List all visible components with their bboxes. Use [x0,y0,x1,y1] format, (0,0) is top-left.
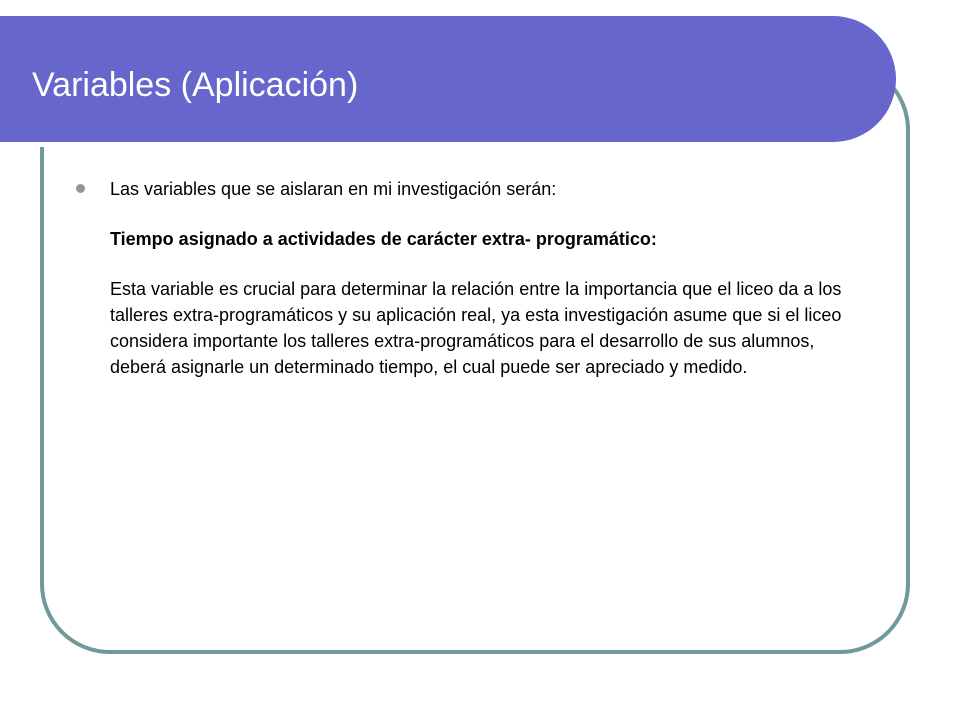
title-underline [0,142,848,147]
bullet-item [110,176,850,202]
slide-body [110,176,850,380]
variable-description: Esta variable es crucial para determinar la relación entre la importancia que el liceo da a los talleres extra-programáticos y su aplicación real, ya esta investigación asume que si el liceo considera importante los talleres extra-programáticos para el desarrollo de sus alumnos, deberá asignarle un determinado tiempo, el cual puede ser apreciado y medido. [110,279,842,377]
variable-heading: Tiempo asignado a actividades de carácter extra- programático: [110,229,657,249]
title-bar [0,16,896,142]
bullet-text: Las variables que se aislaran en mi investigación serán: [110,179,557,199]
bullet-dot-icon [76,184,85,193]
slide-title: Variables (Aplicación) [32,66,359,104]
